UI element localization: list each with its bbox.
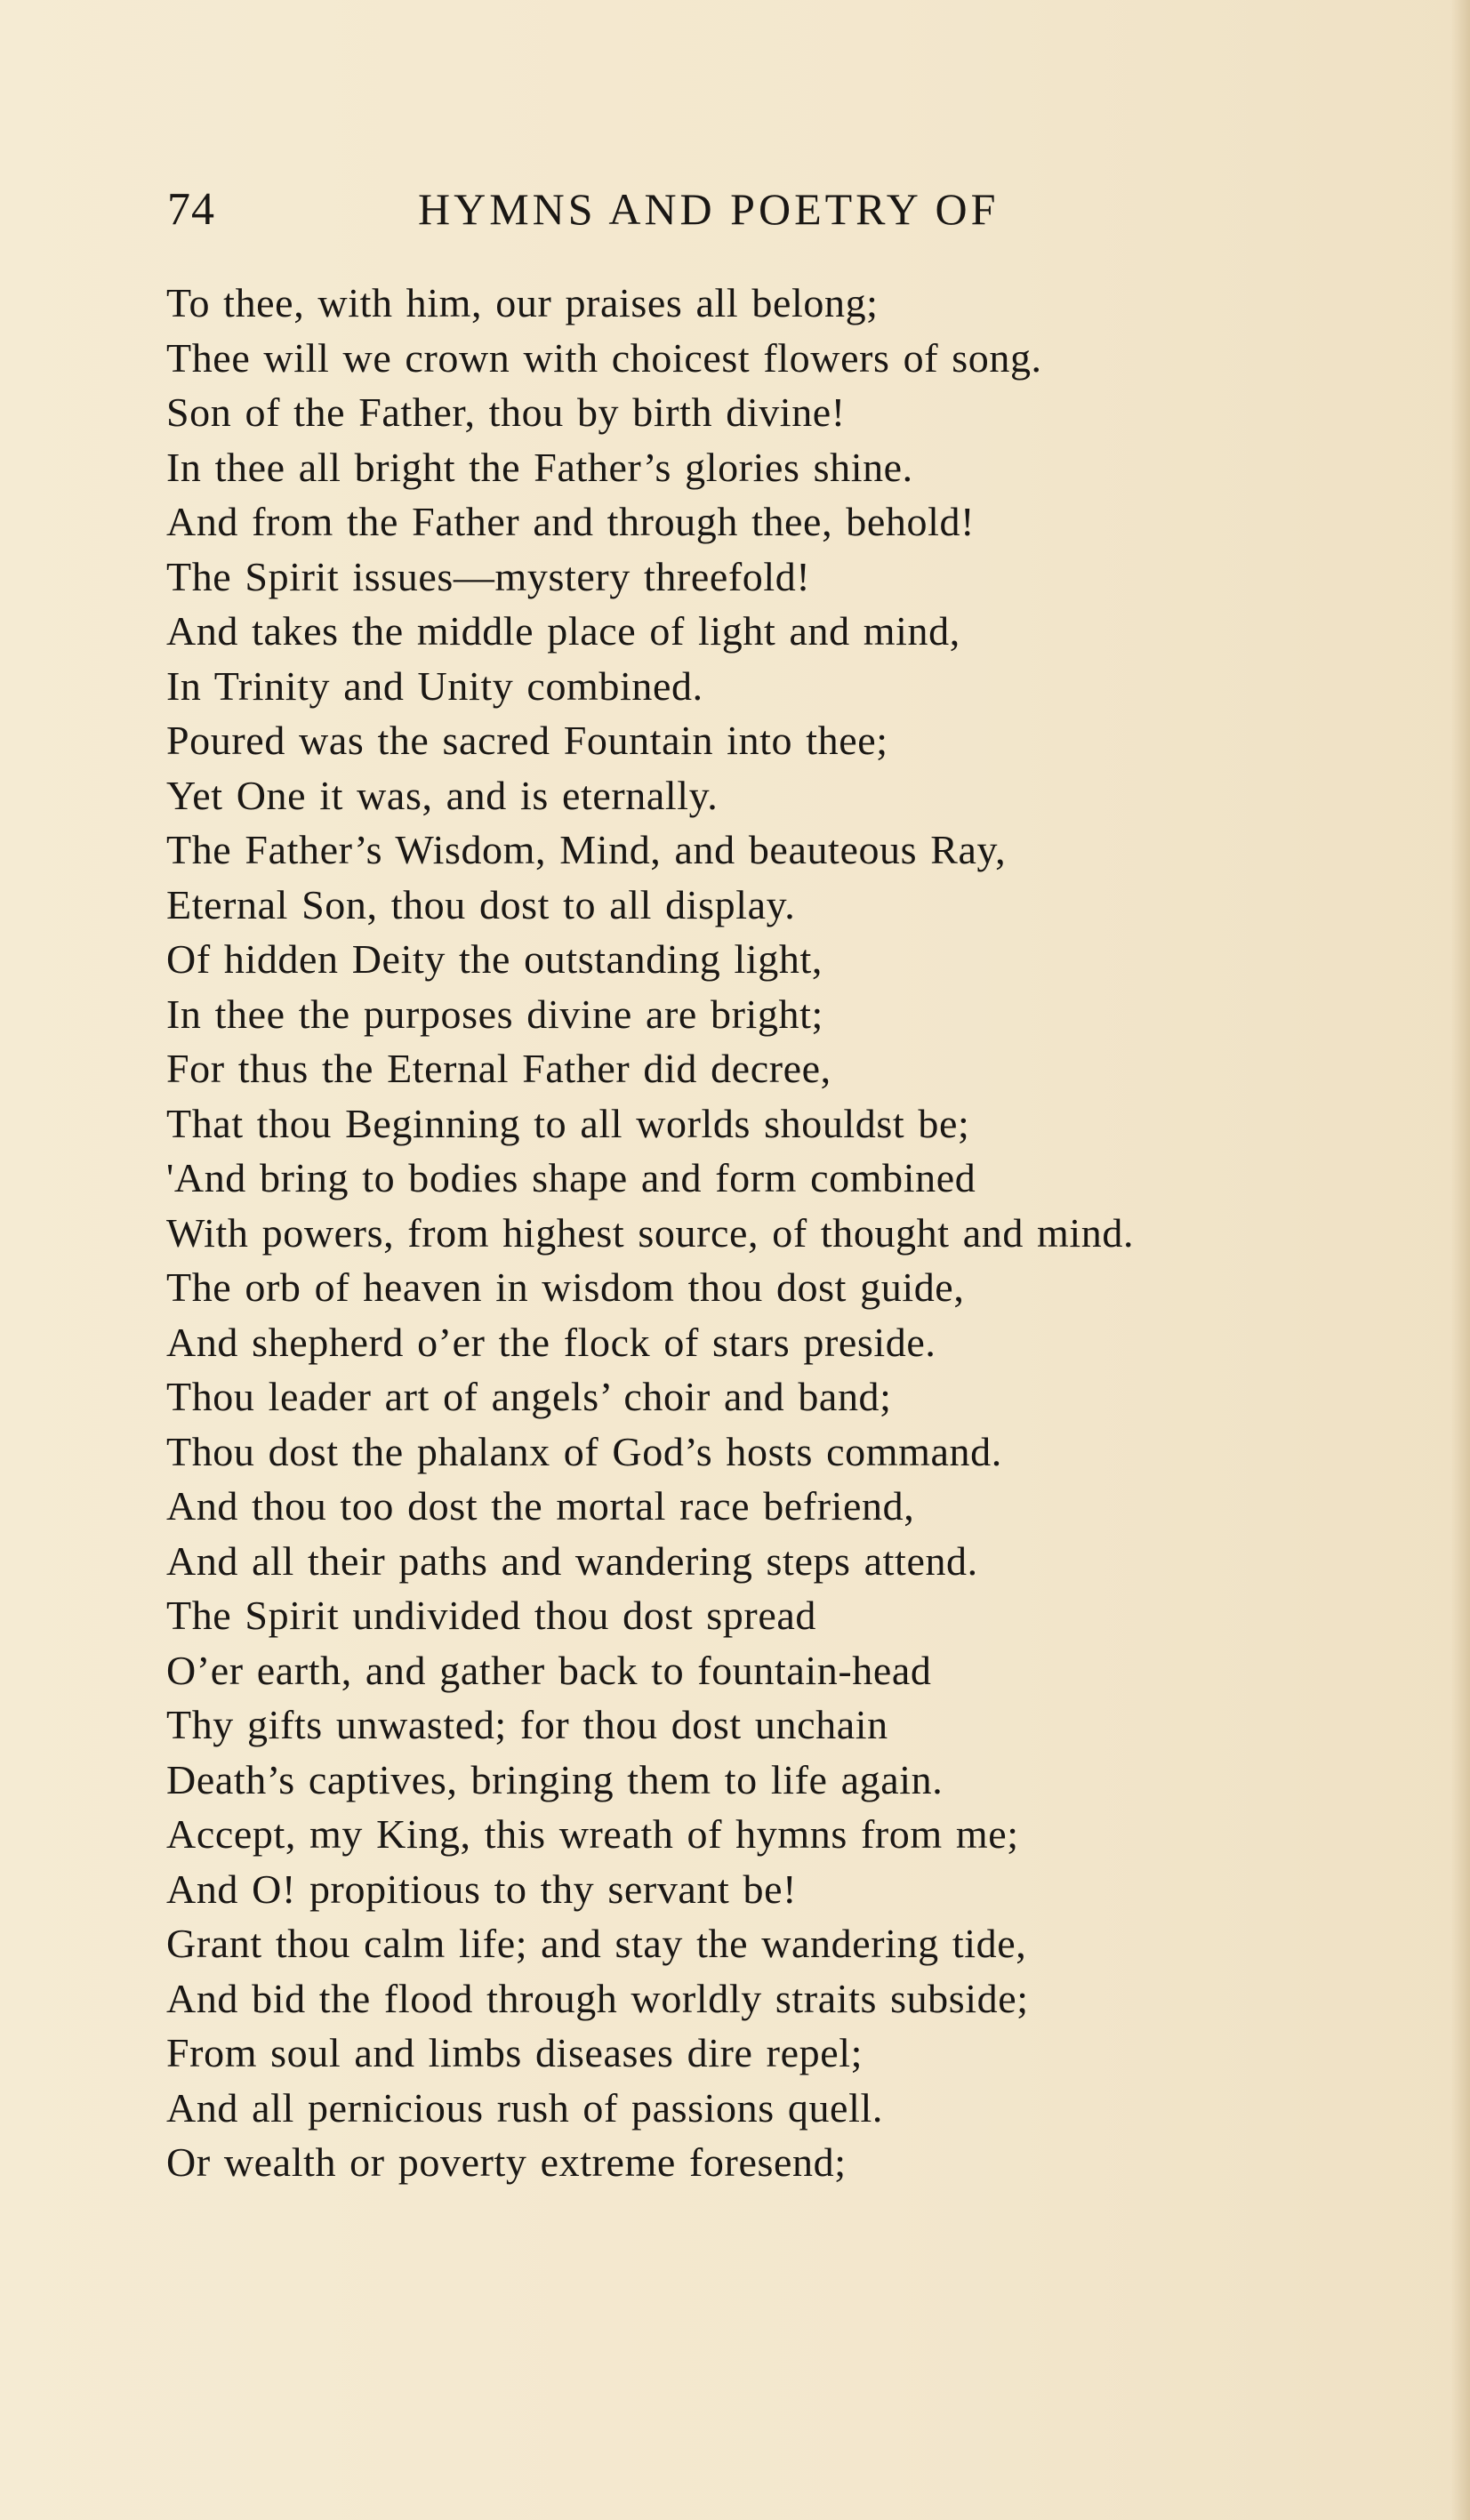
verse-line: Thy gifts unwasted; for thou dost unchain — [166, 1702, 888, 1747]
verse-line: And all pernicious rush of passions quell. — [166, 2084, 883, 2131]
verse-line: Son of the Father, thou by birth divine! — [166, 389, 846, 435]
verse-line: The orb of heaven in wisdom thou dost guide, — [166, 1264, 965, 1310]
verse-line: Accept, my King, this wreath of hymns from me; — [166, 1811, 1019, 1857]
verse-line: O’er earth, and gather back to fountain-head — [166, 1647, 932, 1693]
verse-line: And thou too dost the mortal race befriend, — [166, 1483, 915, 1529]
verse-line: From soul and limbs diseases dire repel; — [166, 2030, 863, 2075]
verse-line: To thee, with him, our praises all belong; — [166, 280, 879, 325]
verse-line: And takes the middle place of light and mind, — [166, 608, 960, 654]
verse-line: In thee the purposes divine are bright; — [166, 991, 823, 1037]
verse-line: Eternal Son, thou dost to all display. — [166, 881, 796, 927]
verse-line: For thus the Eternal Father did decree, — [166, 1046, 831, 1091]
verse-line: Thou dost the phalanx of God’s hosts command. — [166, 1428, 1002, 1474]
verse-line: Or wealth or poverty extreme foresend; — [166, 2139, 847, 2185]
page-header — [0, 178, 1470, 240]
verse-line: Grant thou calm life; and stay the wandering tide, — [166, 1921, 1027, 1966]
verse-line: Death’s captives, bringing them to life again. — [166, 1756, 944, 1802]
poem-text — [166, 276, 1429, 2190]
page-edge-shadow — [1450, 0, 1470, 2520]
verse-line: And O! propitious to thy servant be! — [166, 1866, 798, 1912]
running-head: HYMNS AND POETRY OF — [418, 184, 1000, 234]
verse-line: Thee will we crown with choicest flowers of song. — [166, 334, 1042, 381]
verse-line: In Trinity and Unity combined. — [166, 662, 703, 709]
verse-line: And from the Father and through thee, behold! — [166, 499, 975, 544]
verse-line: 'And bring to bodies shape and form combined — [166, 1155, 976, 1200]
verse-line: And bid the flood through worldly straits subside; — [166, 1975, 1029, 2021]
verse-line: The Spirit issues—mystery threefold! — [166, 553, 811, 599]
verse-line: The Spirit undivided thou dost spread — [166, 1593, 816, 1638]
verse-line: Thou leader art of angels’ choir and band; — [166, 1374, 892, 1419]
verse-line: Of hidden Deity the outstanding light, — [166, 936, 823, 982]
verse-line: Yet One it was, and is eternally. — [166, 772, 719, 818]
verse-line: And all their paths and wandering steps attend. — [166, 1537, 978, 1584]
verse-line: And shepherd o’er the flock of stars preside. — [166, 1319, 936, 1365]
verse-line: Poured was the sacred Fountain into thee; — [166, 718, 888, 763]
verse-line: The Father’s Wisdom, Mind, and beauteous Ray, — [166, 827, 1007, 872]
page-number: 74 — [167, 184, 215, 235]
verse-line: In thee all bright the Father’s glories shine. — [166, 444, 913, 490]
verse-line: With powers, from highest source, of thought and mind. — [166, 1209, 1135, 1256]
verse-line: That thou Beginning to all worlds shouldst be; — [166, 1100, 970, 1146]
